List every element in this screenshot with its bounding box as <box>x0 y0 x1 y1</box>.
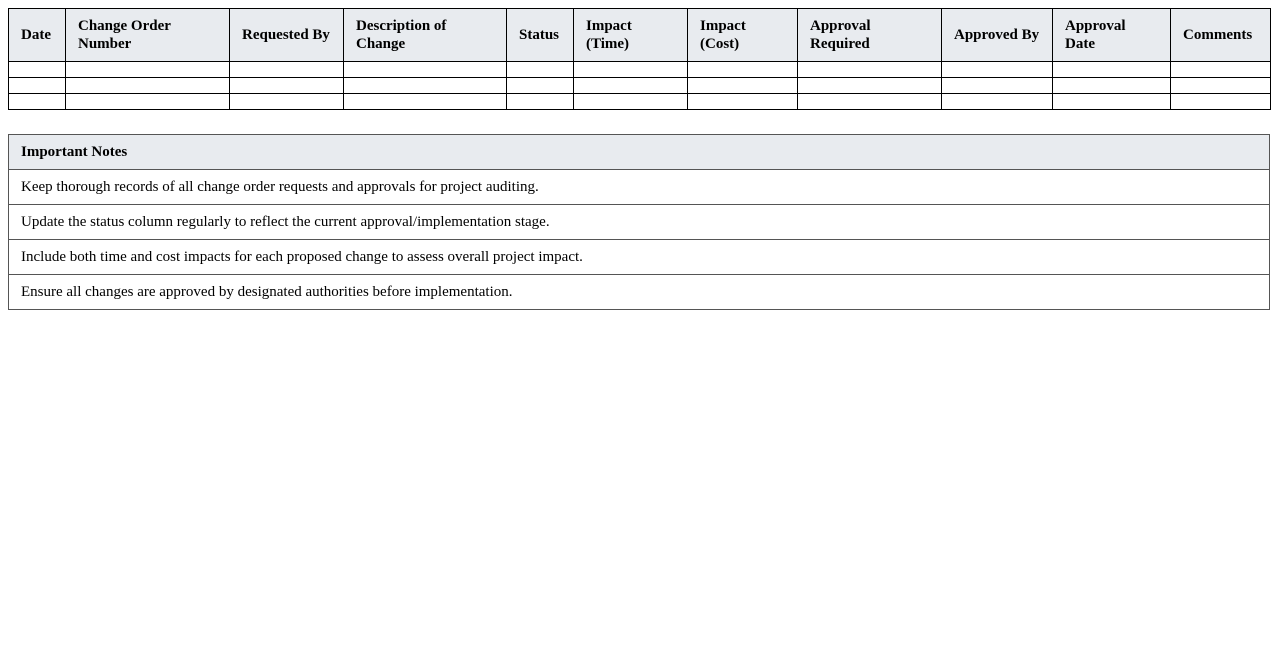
table-row <box>9 94 1271 110</box>
important-notes-table <box>8 134 1270 310</box>
table-cell[interactable] <box>66 62 230 78</box>
header-impact-cost: Impact (Cost) <box>688 9 798 62</box>
table-cell[interactable] <box>942 94 1053 110</box>
header-approval-date: Approval Date <box>1053 9 1171 62</box>
note-text: Ensure all changes are approved by designated authorities before implementation. <box>9 275 1270 310</box>
table-cell[interactable] <box>942 78 1053 94</box>
table-cell[interactable] <box>574 62 688 78</box>
notes-title: Important Notes <box>9 135 1270 170</box>
table-cell[interactable] <box>507 78 574 94</box>
note-text: Update the status column regularly to reflect the current approval/implementation stage. <box>9 205 1270 240</box>
table-cell[interactable] <box>9 94 66 110</box>
table-cell[interactable] <box>798 78 942 94</box>
table-cell[interactable] <box>1171 62 1271 78</box>
table-cell[interactable] <box>507 62 574 78</box>
header-change-order-number: Change Order Number <box>66 9 230 62</box>
list-item <box>9 205 1270 240</box>
table-cell[interactable] <box>574 94 688 110</box>
notes-header-row <box>9 135 1270 170</box>
table-cell[interactable] <box>230 62 344 78</box>
table-cell[interactable] <box>507 94 574 110</box>
table-row <box>9 78 1271 94</box>
table-cell[interactable] <box>1053 62 1171 78</box>
header-impact-time: Impact (Time) <box>574 9 688 62</box>
table-header-row <box>9 9 1271 62</box>
table-cell[interactable] <box>9 62 66 78</box>
document-page <box>0 0 1278 310</box>
change-order-log-table <box>8 8 1271 110</box>
header-description-of-change: Description of Change <box>344 9 507 62</box>
table-cell[interactable] <box>230 78 344 94</box>
table-cell[interactable] <box>344 62 507 78</box>
header-comments: Comments <box>1171 9 1271 62</box>
note-text: Keep thorough records of all change order requests and approvals for project auditing. <box>9 170 1270 205</box>
table-cell[interactable] <box>574 78 688 94</box>
table-cell[interactable] <box>344 78 507 94</box>
table-cell[interactable] <box>66 78 230 94</box>
table-cell[interactable] <box>942 62 1053 78</box>
table-cell[interactable] <box>688 78 798 94</box>
table-cell[interactable] <box>344 94 507 110</box>
list-item <box>9 240 1270 275</box>
list-item <box>9 170 1270 205</box>
note-text: Include both time and cost impacts for each proposed change to assess overall project impact. <box>9 240 1270 275</box>
table-cell[interactable] <box>1171 94 1271 110</box>
table-cell[interactable] <box>1053 94 1171 110</box>
header-approval-required: Approval Required <box>798 9 942 62</box>
list-item <box>9 275 1270 310</box>
header-status: Status <box>507 9 574 62</box>
header-requested-by: Requested By <box>230 9 344 62</box>
table-cell[interactable] <box>66 94 230 110</box>
table-cell[interactable] <box>1171 78 1271 94</box>
table-cell[interactable] <box>798 62 942 78</box>
table-cell[interactable] <box>230 94 344 110</box>
table-row <box>9 62 1271 78</box>
table-cell[interactable] <box>688 62 798 78</box>
header-date: Date <box>9 9 66 62</box>
table-cell[interactable] <box>688 94 798 110</box>
table-cell[interactable] <box>798 94 942 110</box>
table-cell[interactable] <box>9 78 66 94</box>
header-approved-by: Approved By <box>942 9 1053 62</box>
table-cell[interactable] <box>1053 78 1171 94</box>
